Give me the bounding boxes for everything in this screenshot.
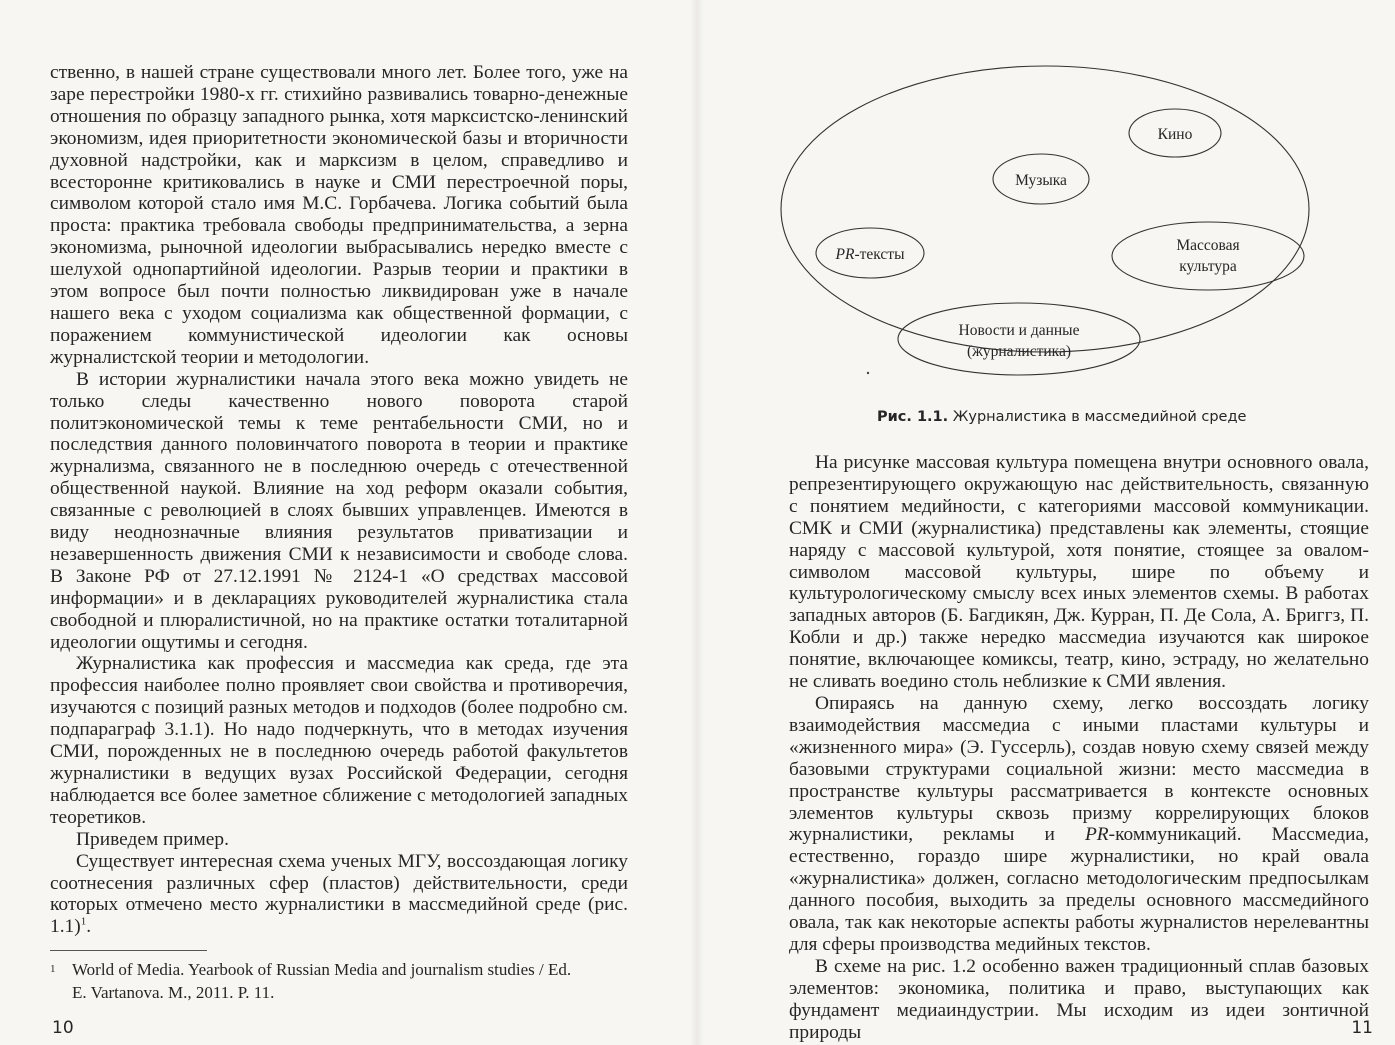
page-number-right: 11 <box>1351 1018 1373 1038</box>
right-paragraph-3: В схеме на рис. 1.2 особенно важен традиционный сплав базовых элементов: экономика, политика и право, выступающих как фундамент медиаиндустрии. Мы исходим из идеи зонтичной природы <box>789 955 1369 1043</box>
left-paragraph-5: Существует интересная схема ученых МГУ, воссоздающая логику соотнесения различных сфер (пластов) действительности, среди которых отмечено место журналистики в массмедийной среде (рис. 1.1)$^1$. <box>50 850 628 938</box>
figure-caption <box>877 409 1277 425</box>
footnote <box>50 958 628 1004</box>
figure-caption-text: Журналистика в массмедийной среде <box>952 409 1247 425</box>
stray-dot <box>867 372 869 374</box>
right-page-body <box>789 452 1369 1043</box>
footnote-text-1: World of Media. Yearbook of Russian Media and journalism studies / Ed. <box>72 960 572 979</box>
figure-caption-number: Рис. 1.1. <box>877 409 949 425</box>
right-paragraph-2-part-1: Опираясь на данную схему, легко воссоздать логику взаимодействия массмедиа с иными пластами культуры и «жизненного мира» (Э. Гуссерль), создав новую схему связей между базовыми структурами социальной жизни: место массмедиа в пространстве культуры рассматривается в контексте основных элементов культуры сквозь призму коррелирующих блоков журналистики, рекламы и <box>789 692 1369 846</box>
left-page-body <box>50 62 628 938</box>
mass-culture-label-line-1: Массовая <box>1176 237 1240 254</box>
pr-texts-label <box>835 246 906 263</box>
right-paragraph-2-part-2: -коммуникаций. Массмедиа, естественно, гораздо шире журналистики, но край овала «журналистика» должен, согласно методологическим предпосылкам данного пособия, выходить за пределы основного массмедийного овала, так как некоторые аспекты работы журналистов нерелевантны для сферы производства медийных текстов. <box>789 824 1369 955</box>
main-oval <box>781 66 1309 352</box>
footnote-divider <box>50 950 207 951</box>
left-paragraph-4: Приведем пример. <box>76 828 229 850</box>
mass-culture-oval <box>1112 222 1304 290</box>
right-paragraph-2 <box>789 693 1369 956</box>
right-paragraph-1: На рисунке массовая культура помещена внутри основного овала, репрезентирующего окружающую нас действительность, связанную с понятием медийности, с категориями массовой коммуникации. СМК и СМИ (журналистика) представлены как элементы, стоящие наряду с массовой культурой, хотя понятие, стоящее за овалом-символом массовой культуры, шире по объему и культурологическому смыслу всех иных элементов схемы. В работах западных авторов (Б. Багдикян, Дж. Курран, П. Де Сола, А. Бриггз, П. Кобли и др.) также нередко массмедиа изучаются как широкое понятие, включающее комиксы, театр, кино, эстраду, но желательно не сливать воедино столь неблизкие к СМИ явления. <box>789 452 1369 693</box>
footnote-reference: 1 <box>80 915 87 928</box>
page-number-left: 10 <box>52 1018 74 1038</box>
left-paragraph-1: ственно, в нашей стране существовали много лет. Более того, уже на заре перестройки 1980-х гг. стихийно развивались товарно-денежные отношения по образцу западного рынка, хотя марксистско-ленинский экономизм, идея приоритетности экономической базы и вторичности духовной надстройки, как и марксизм в целом, справедливо и всесторонне критиковались в науке и СМИ перестроечной поры, символом которой стало имя М.С. Горбачева. Логика событий была проста: практика требовала свободы предпринимательства, а зерна экономизма, рыночной идеологии выбрасывались нередко вместе с шелухой однопартийной идеологии. Разрыв теории и практики в этом вопросе был почти полностью ликвидирован уже в начале нашего века с уходом социализма как общественной формации, с поражением коммунистической идеологии как основы журналистской теории и методологии. <box>50 62 628 368</box>
news-label-line-2: (журналистика) <box>967 343 1071 360</box>
mass-media-diagram <box>777 58 1317 398</box>
left-paragraph-5-text: Существует интересная схема ученых МГУ, воссоздающая логику соотнесения различных сфер (пластов) действительности, среди которых отмечено место журналистики в массмедийной среде (рис. 1.1) <box>50 850 628 938</box>
left-paragraph-3: Журналистика как профессия и массмедиа как среда, где эта профессия наиболее полно проявляет свои свойства и противоречия, изучаются с позиций разных методов и подходов (более подробно см. подпараграф 3.1.1). Но надо подчеркнуть, что в методах изучения СМИ, порожденных не в последнюю очередь работой факультетов журналистики в ведущих вузах Российской Федерации, сегодня наблюдается все более заметное сближение с методологией западных теоретиков. <box>50 653 628 828</box>
right-page <box>697 0 1395 1045</box>
muzyka-label: Музыка <box>1015 172 1067 189</box>
footnote-mark: 1 <box>50 963 56 975</box>
right-paragraph-2-pr: PR <box>1084 824 1109 846</box>
footnote-line-1 <box>50 958 628 981</box>
left-page <box>0 0 697 1045</box>
kino-label: Кино <box>1157 126 1193 143</box>
pr-texts-label-italic: PR <box>835 246 855 263</box>
mass-culture-label-line-2: культура <box>1179 258 1237 275</box>
left-paragraph-2: В истории журналистики начала этого века можно увидеть не только следы качественно нового поворота старой политэкономической темы к теме рентабельности СМИ, но и последствия данного половинчатого поворота в теории и практике журнализма, связанного не в последнюю очередь с отечественной общественной наукой. Влияние на ход реформ оказали события, связанные с революцией в слоях бывших управленцев. Имеются в виду неоднозначные влияния результатов приватизации и незавершенность движения СМИ к независимости и свободе слова. В Законе РФ от 27.12.1991 № 2124-1 «О средствах массовой информации» и в декларациях руководителей журналистика стала свободной и плюралистичной, но на практике остатки тоталитарной идеологии ощутимы и сегодня. <box>50 368 628 653</box>
pr-texts-label-rest: -тексты <box>854 246 905 263</box>
news-label-line-1: Новости и данные <box>958 322 1080 339</box>
footnote-line-2: E. Vartanova. M., 2011. P. 11. <box>72 983 275 1002</box>
